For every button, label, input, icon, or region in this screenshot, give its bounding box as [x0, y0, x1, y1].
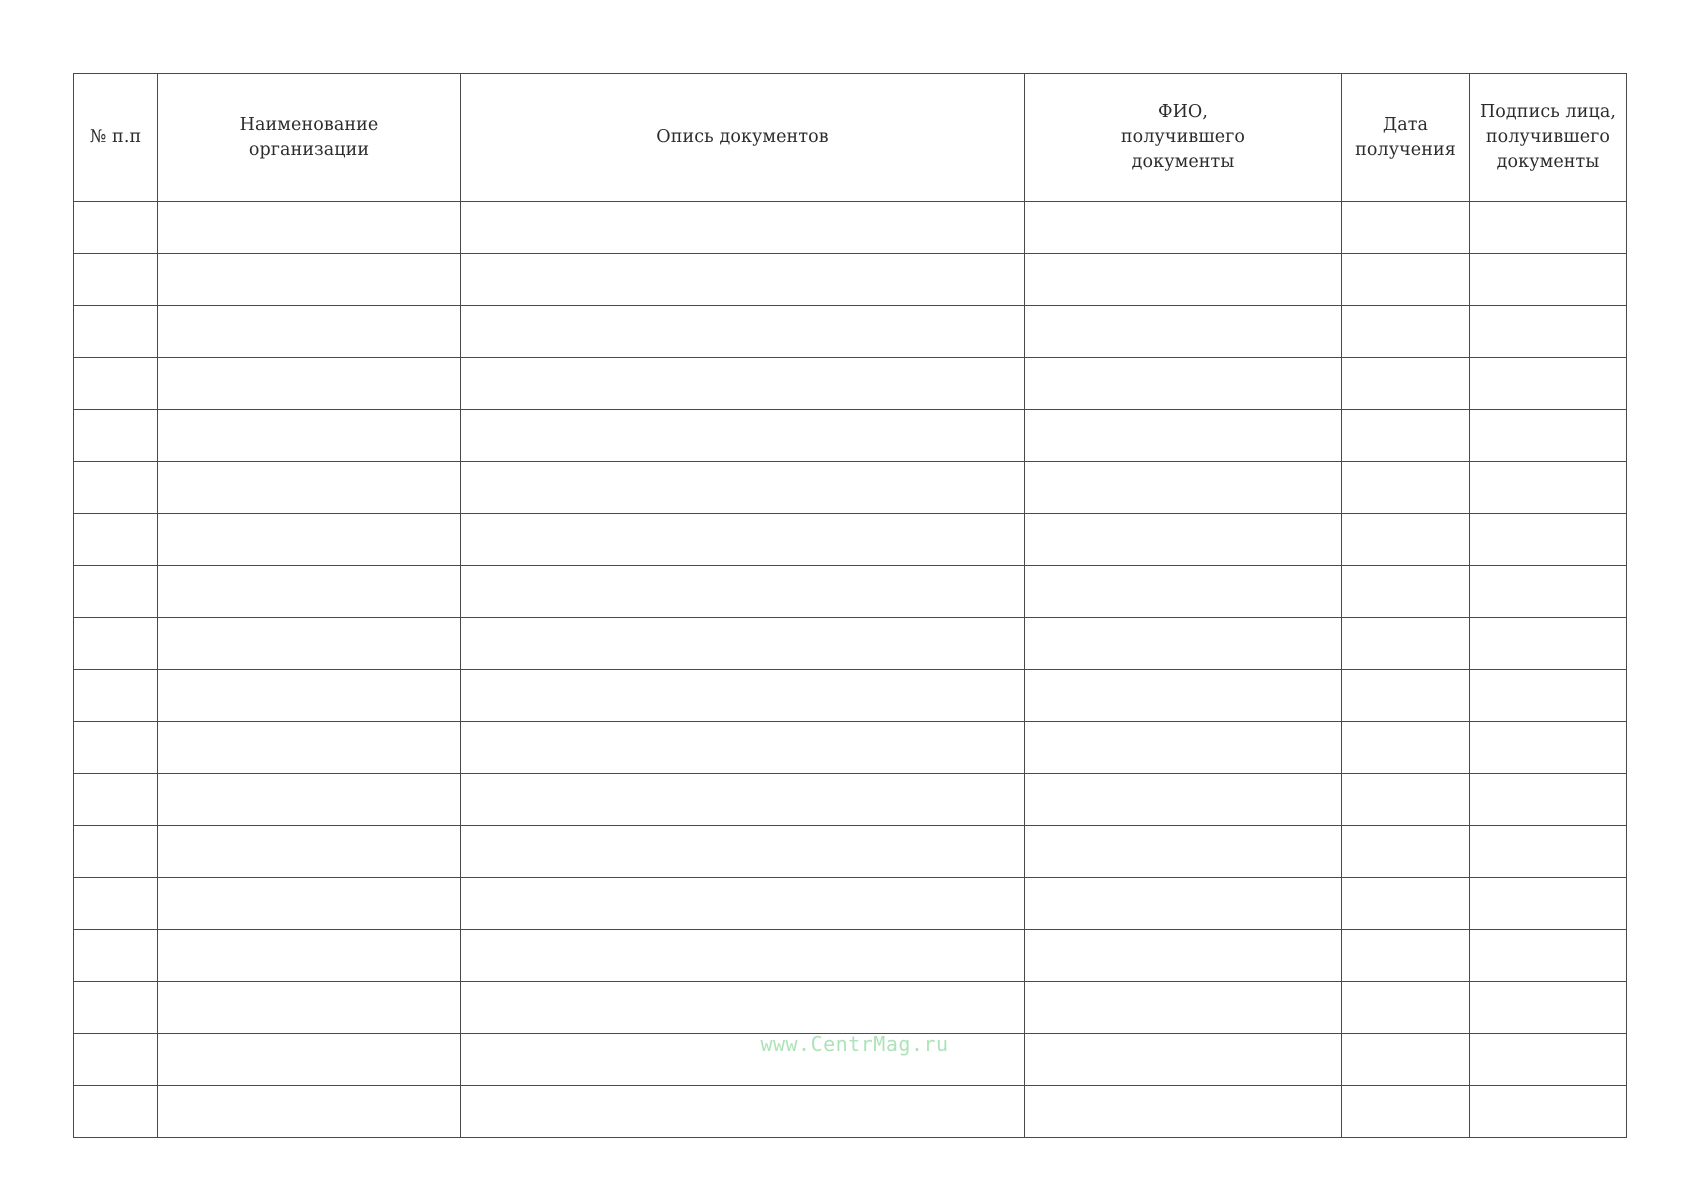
cell-sign[interactable] — [1470, 462, 1627, 514]
cell-fio[interactable] — [1025, 722, 1342, 774]
cell-date[interactable] — [1342, 930, 1470, 982]
cell-docs[interactable] — [461, 514, 1025, 566]
table-row — [74, 670, 1627, 722]
cell-sign[interactable] — [1470, 930, 1627, 982]
cell-fio[interactable] — [1025, 774, 1342, 826]
cell-fio[interactable] — [1025, 462, 1342, 514]
cell-date[interactable] — [1342, 722, 1470, 774]
table-row — [74, 982, 1627, 1034]
cell-date[interactable] — [1342, 358, 1470, 410]
cell-docs[interactable] — [461, 358, 1025, 410]
cell-no[interactable] — [74, 566, 158, 618]
cell-date[interactable] — [1342, 878, 1470, 930]
cell-fio[interactable] — [1025, 306, 1342, 358]
cell-org[interactable] — [158, 670, 461, 722]
cell-org[interactable] — [158, 514, 461, 566]
cell-date[interactable] — [1342, 410, 1470, 462]
header-number: № п.п — [74, 74, 158, 202]
header-document-inventory: Опись документов — [461, 74, 1025, 202]
watermark-text: www.CentrMag.ru — [760, 1032, 949, 1056]
cell-docs[interactable] — [461, 930, 1025, 982]
table-row — [74, 514, 1627, 566]
table-row — [74, 306, 1627, 358]
header-row — [74, 74, 1627, 202]
header-recipient-name: ФИО, получившего документы — [1025, 74, 1342, 202]
cell-fio[interactable] — [1025, 982, 1342, 1034]
cell-org[interactable] — [158, 722, 461, 774]
document-issue-journal-table — [73, 73, 1627, 1138]
cell-docs[interactable] — [461, 826, 1025, 878]
cell-date[interactable] — [1342, 254, 1470, 306]
cell-docs[interactable] — [461, 982, 1025, 1034]
cell-date[interactable] — [1342, 566, 1470, 618]
cell-date[interactable] — [1342, 202, 1470, 254]
cell-date[interactable] — [1342, 462, 1470, 514]
cell-sign[interactable] — [1470, 358, 1627, 410]
cell-org[interactable] — [158, 774, 461, 826]
table-body — [74, 202, 1627, 1138]
cell-org[interactable] — [158, 930, 461, 982]
cell-org[interactable] — [158, 878, 461, 930]
cell-org[interactable] — [158, 410, 461, 462]
cell-no[interactable] — [74, 774, 158, 826]
header-receipt-date: Дата получения — [1342, 74, 1470, 202]
cell-org[interactable] — [158, 202, 461, 254]
table-row — [74, 878, 1627, 930]
cell-docs[interactable] — [461, 670, 1025, 722]
cell-fio[interactable] — [1025, 202, 1342, 254]
cell-no[interactable] — [74, 826, 158, 878]
cell-fio[interactable] — [1025, 670, 1342, 722]
cell-no[interactable] — [74, 878, 158, 930]
cell-docs[interactable] — [461, 410, 1025, 462]
table-row — [74, 410, 1627, 462]
table-row — [74, 774, 1627, 826]
cell-no[interactable] — [74, 514, 158, 566]
cell-date[interactable] — [1342, 514, 1470, 566]
cell-date[interactable] — [1342, 1086, 1470, 1138]
cell-no[interactable] — [74, 254, 158, 306]
cell-fio[interactable] — [1025, 566, 1342, 618]
cell-date[interactable] — [1342, 670, 1470, 722]
cell-docs[interactable] — [461, 1086, 1025, 1138]
cell-no[interactable] — [74, 1086, 158, 1138]
header-organization-name: Наименование организации — [158, 74, 461, 202]
cell-sign[interactable] — [1470, 410, 1627, 462]
cell-fio[interactable] — [1025, 930, 1342, 982]
cell-docs[interactable] — [461, 618, 1025, 670]
cell-org[interactable] — [158, 618, 461, 670]
cell-sign[interactable] — [1470, 202, 1627, 254]
cell-sign[interactable] — [1470, 254, 1627, 306]
cell-fio[interactable] — [1025, 826, 1342, 878]
cell-sign[interactable] — [1470, 306, 1627, 358]
cell-no[interactable] — [74, 358, 158, 410]
cell-sign[interactable] — [1470, 1086, 1627, 1138]
cell-fio[interactable] — [1025, 254, 1342, 306]
table-header — [74, 74, 1627, 202]
cell-docs[interactable] — [461, 878, 1025, 930]
cell-docs[interactable] — [461, 254, 1025, 306]
cell-date[interactable] — [1342, 826, 1470, 878]
table-row — [74, 1086, 1627, 1138]
journal-sheet — [73, 73, 1626, 1138]
cell-docs[interactable] — [461, 774, 1025, 826]
table-row — [74, 358, 1627, 410]
header-recipient-signature: Подпись лица, получившего документы — [1470, 74, 1627, 202]
cell-fio[interactable] — [1025, 618, 1342, 670]
cell-org[interactable] — [158, 306, 461, 358]
cell-fio[interactable] — [1025, 358, 1342, 410]
cell-org[interactable] — [158, 1086, 461, 1138]
cell-no[interactable] — [74, 410, 158, 462]
cell-sign[interactable] — [1470, 774, 1627, 826]
cell-no[interactable] — [74, 982, 158, 1034]
table-row — [74, 462, 1627, 514]
cell-org[interactable] — [158, 254, 461, 306]
cell-sign[interactable] — [1470, 722, 1627, 774]
table-row — [74, 826, 1627, 878]
cell-no[interactable] — [74, 618, 158, 670]
cell-docs[interactable] — [461, 722, 1025, 774]
table-row — [74, 202, 1627, 254]
cell-no[interactable] — [74, 202, 158, 254]
table-row — [74, 722, 1627, 774]
cell-sign[interactable] — [1470, 670, 1627, 722]
cell-sign[interactable] — [1470, 982, 1627, 1034]
cell-sign[interactable] — [1470, 878, 1627, 930]
cell-fio[interactable] — [1025, 1086, 1342, 1138]
cell-sign[interactable] — [1470, 826, 1627, 878]
table-row — [74, 930, 1627, 982]
table-row — [74, 618, 1627, 670]
cell-org[interactable] — [158, 462, 461, 514]
cell-sign[interactable] — [1470, 514, 1627, 566]
cell-no[interactable] — [74, 722, 158, 774]
cell-org[interactable] — [158, 358, 461, 410]
cell-date[interactable] — [1342, 774, 1470, 826]
cell-docs[interactable] — [461, 566, 1025, 618]
cell-date[interactable] — [1342, 618, 1470, 670]
cell-org[interactable] — [158, 566, 461, 618]
cell-no[interactable] — [74, 670, 158, 722]
cell-org[interactable] — [158, 826, 461, 878]
cell-date[interactable] — [1342, 982, 1470, 1034]
cell-sign[interactable] — [1470, 566, 1627, 618]
cell-no[interactable] — [74, 930, 158, 982]
cell-docs[interactable] — [461, 462, 1025, 514]
cell-docs[interactable] — [461, 202, 1025, 254]
cell-org[interactable] — [158, 982, 461, 1034]
cell-docs[interactable] — [461, 306, 1025, 358]
cell-fio[interactable] — [1025, 878, 1342, 930]
table-row — [74, 254, 1627, 306]
cell-no[interactable] — [74, 462, 158, 514]
cell-date[interactable] — [1342, 306, 1470, 358]
cell-no[interactable] — [74, 306, 158, 358]
cell-sign[interactable] — [1470, 618, 1627, 670]
cell-fio[interactable] — [1025, 410, 1342, 462]
cell-fio[interactable] — [1025, 514, 1342, 566]
table-row — [74, 566, 1627, 618]
